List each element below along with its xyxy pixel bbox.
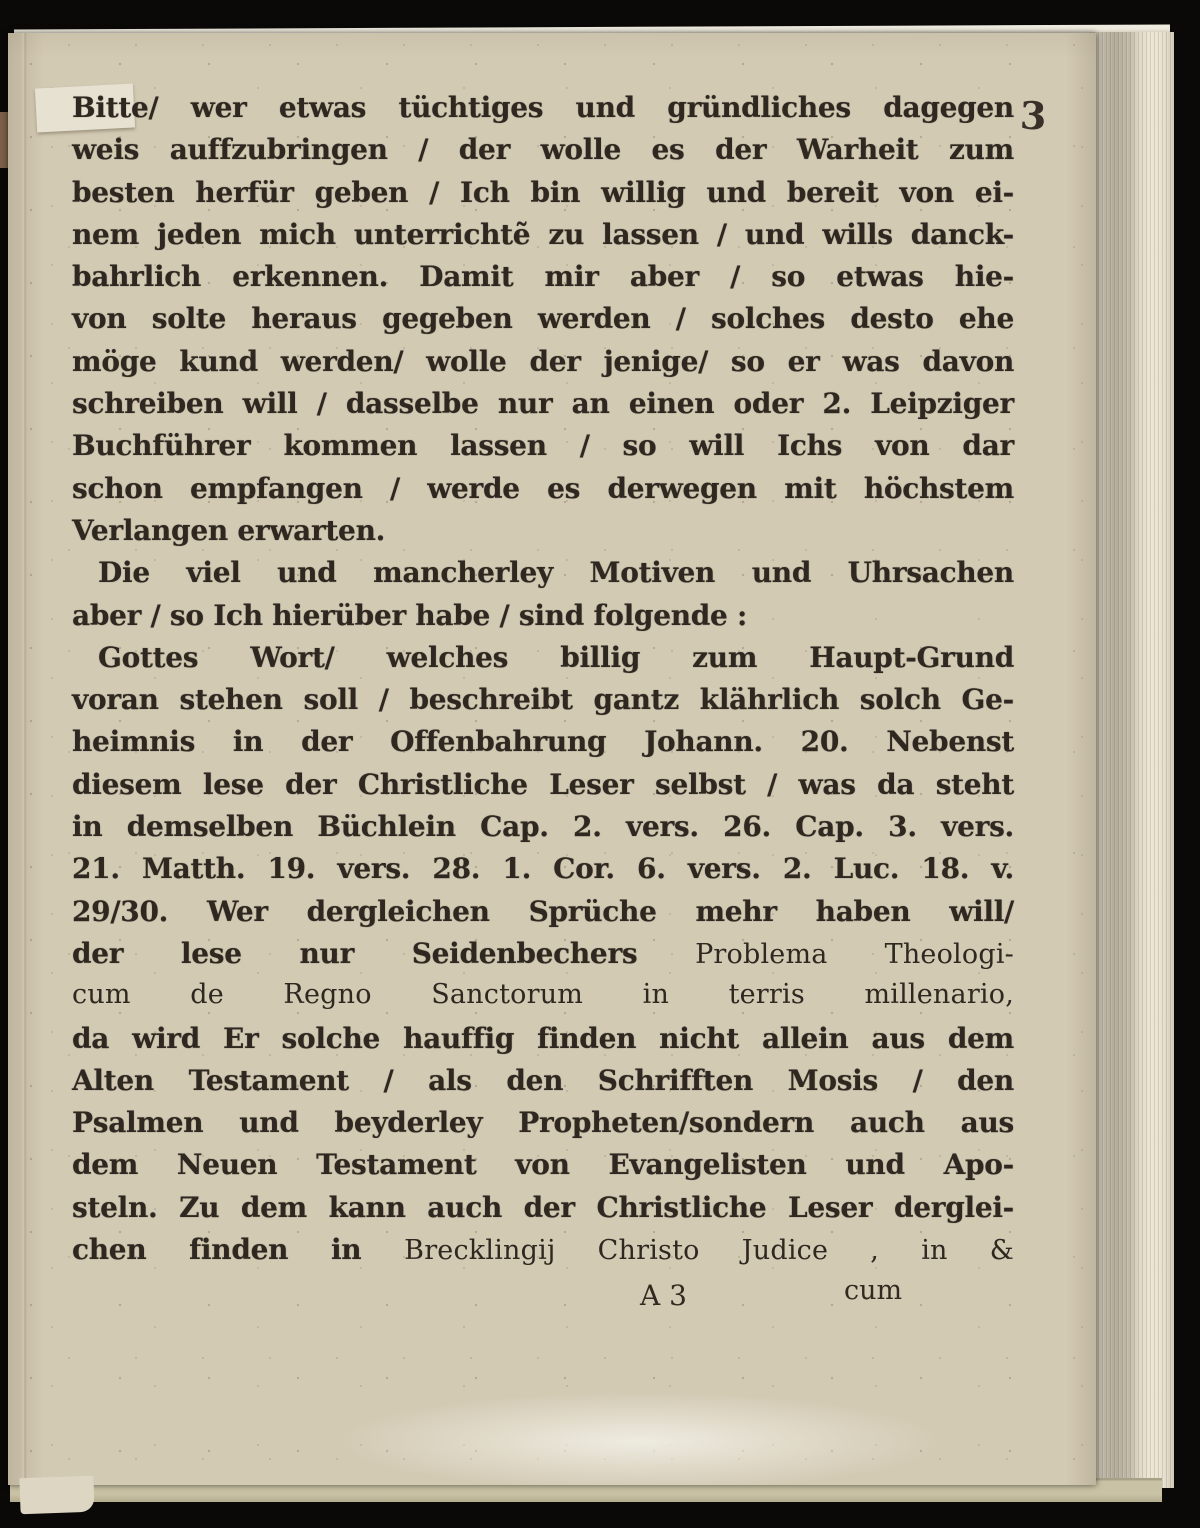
fraktur-text-segment: besten herfür geben / Ich bin willig und bereit von ei- — [72, 175, 1014, 209]
text-line — [72, 387, 1014, 429]
fraktur-text-segment: aber / so Ich hierüber habe / sind folgende : — [72, 598, 748, 632]
text-line — [72, 176, 1014, 218]
text-line — [72, 683, 1014, 725]
fraktur-text-segment: steln. Zu dem kann auch der Christliche Leser derglei- — [72, 1190, 1014, 1224]
fraktur-text-segment: schreiben will / dasselbe nur an einen oder 2. Leipziger — [72, 387, 1014, 421]
fraktur-text-segment: Verlangen erwarten. — [72, 513, 386, 547]
roman-text-segment: Brecklingij Christo Judice , in & — [404, 1235, 1014, 1267]
fraktur-text-segment: schon empfangen / werde es derwegen mit höchstem — [72, 471, 1014, 505]
roman-text-segment: cum de Regno Sanctorum in terris millenario, — [72, 979, 1014, 1011]
book-page — [8, 33, 1096, 1485]
fraktur-text-segment: Alten Testament / als den Schrifften Mosis / den — [72, 1063, 1014, 1097]
fraktur-text-segment: Die viel und mancherley Motiven und Uhrsachen — [98, 556, 1014, 590]
text-line — [72, 1233, 1014, 1275]
fraktur-text-segment: 29/30. Wer dergleichen Sprüche mehr haben will/ — [72, 894, 1014, 928]
fraktur-text-segment: nem jeden mich unterrichtẽ zu lassen / und wills danck- — [72, 217, 1014, 251]
text-line — [72, 641, 1014, 683]
text-line — [72, 260, 1014, 302]
text-line — [72, 852, 1014, 894]
fraktur-text-segment: möge kund werden/ wolle der jenige/ so er was davon — [72, 344, 1014, 378]
text-line — [72, 429, 1014, 471]
text-block — [72, 91, 1014, 1317]
book-fore-edge — [1090, 32, 1174, 1488]
page-corner-curl — [19, 1476, 94, 1515]
text-line — [72, 725, 1014, 767]
text-line — [72, 218, 1014, 260]
text-line — [72, 895, 1014, 937]
fraktur-text-segment: von solte heraus gegeben werden / solches desto ehe — [72, 302, 1014, 336]
text-line — [72, 1106, 1014, 1148]
roman-text-segment: Problema Theologi- — [695, 938, 1014, 970]
footer-line — [72, 1275, 1014, 1317]
text-line — [72, 1191, 1014, 1233]
text-line — [72, 345, 1014, 387]
fraktur-text-segment: heimnis in der Offenbahrung Johann. 20. Nebenst — [72, 725, 1014, 759]
text-line — [72, 1064, 1014, 1106]
fraktur-text-segment: chen finden in — [72, 1233, 405, 1267]
fraktur-text-segment: Buchführer kommen lassen / so will Ichs von dar — [72, 429, 1014, 463]
fraktur-text-segment: dem Neuen Testament von Evangelisten und Apo- — [72, 1148, 1014, 1182]
text-line — [72, 91, 1014, 133]
fraktur-text-segment: da wird Er solche hauffig finden nicht allein aus dem — [72, 1021, 1014, 1055]
fraktur-text-segment: Gottes Wort/ welches billig zum Haupt-Grund — [98, 640, 1014, 674]
text-line — [72, 768, 1014, 810]
signature-mark: A 3 — [640, 1279, 687, 1313]
text-line — [72, 1022, 1014, 1064]
text-line — [72, 937, 1014, 979]
text-line — [72, 556, 1014, 598]
text-line — [72, 979, 1014, 1021]
fraktur-text-segment: diesem lese der Christliche Leser selbst / was da steht — [72, 767, 1014, 801]
text-line — [72, 133, 1014, 175]
fraktur-text-segment: der lese nur Seidenbechers — [72, 936, 696, 970]
text-line — [72, 472, 1014, 514]
fraktur-text-segment: weis auffzubringen / der wolle es der Warheit zum — [72, 133, 1014, 167]
fraktur-text-segment: bahrlich erkennen. Damit mir aber / so etwas hie- — [72, 260, 1014, 294]
text-line — [72, 514, 1014, 556]
text-line — [72, 1148, 1014, 1190]
text-line — [72, 810, 1014, 852]
text-line — [72, 302, 1014, 344]
fraktur-text-segment: Bitte/ wer etwas tüchtiges und gründliches dagegen — [72, 91, 1014, 124]
fraktur-text-segment: in demselben Büchlein Cap. 2. vers. 26. Cap. 3. vers. — [72, 810, 1014, 844]
catchword: cum — [844, 1275, 903, 1307]
fraktur-text-segment: Psalmen und beyderley Propheten/sondern auch aus — [72, 1106, 1014, 1140]
fraktur-text-segment: 21. Matth. 19. vers. 28. 1. Cor. 6. vers. 2. Luc. 18. v. — [72, 852, 1014, 886]
page-number: 3 — [1019, 92, 1048, 139]
fraktur-text-segment: voran stehen soll / beschreibt gantz klährlich solch Ge- — [72, 683, 1014, 717]
text-line — [72, 599, 1014, 641]
